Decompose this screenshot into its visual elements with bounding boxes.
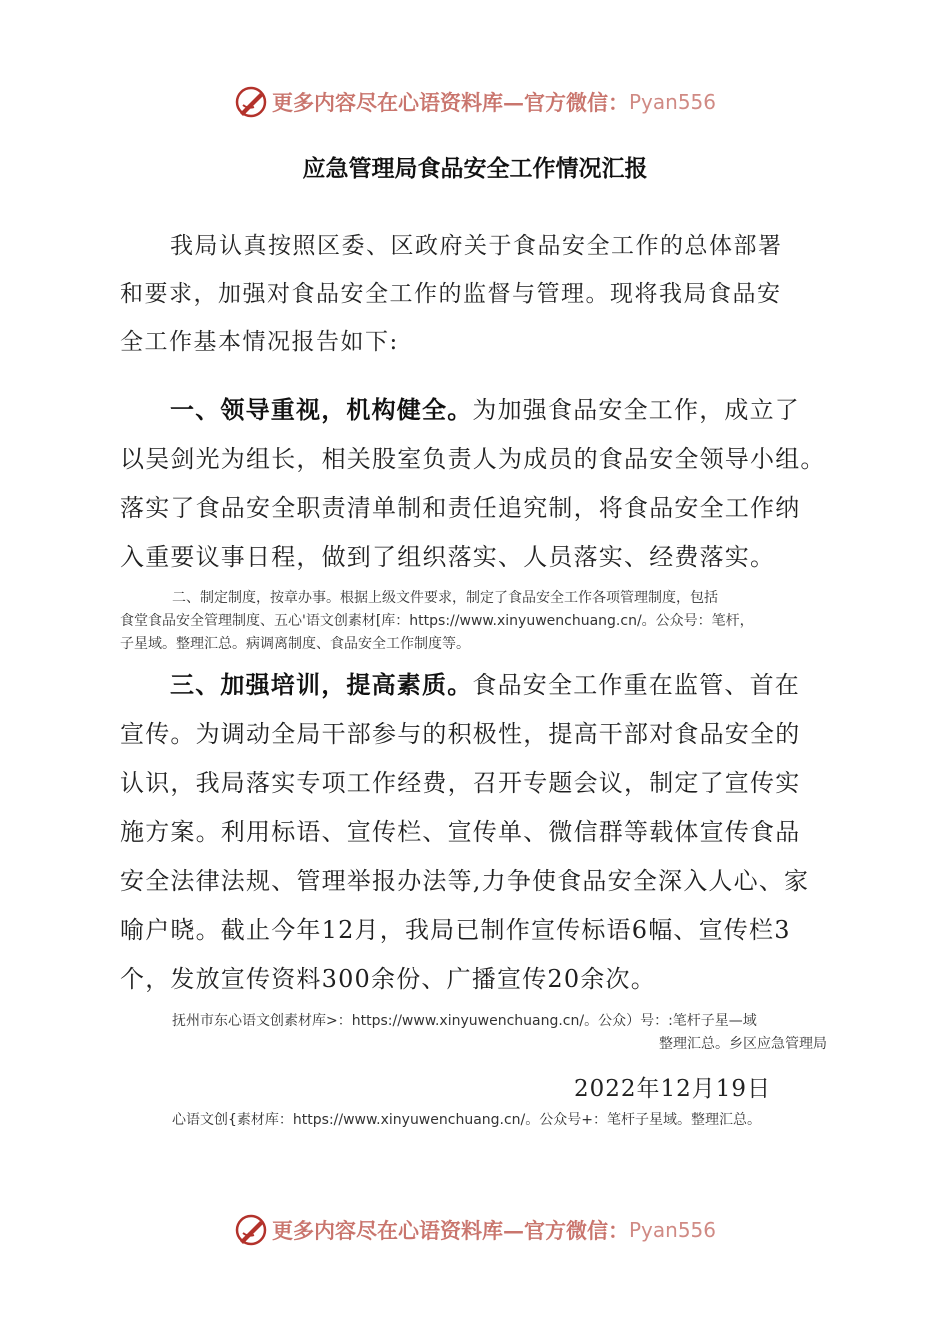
intro-line: 全工作基本情况报告如下: xyxy=(120,329,399,355)
section-3-paragraph xyxy=(120,661,835,1004)
section-3-line: 个，发放宣传资料300余份、广播宣传20余次。 xyxy=(120,965,656,993)
banner-wechat-id: Pyan556 xyxy=(628,1218,716,1242)
intro-paragraph xyxy=(120,222,820,366)
section-3-line: 安全法律法规、管理举报办法等,力争使食品安全深入人心、家 xyxy=(120,867,810,895)
intro-line: 我局认真按照区委、区政府关于食品安全工作的总体部署 xyxy=(170,233,783,259)
footer-note-line: 抚州市东心语文创素材库>：https://www.xinyuwenchuang.cn/。公众）号：:笔杆子星—域 xyxy=(172,1013,757,1029)
section-1-heading: 一、领导重视，机构健全。 xyxy=(170,396,473,424)
source-note: 心语文创{素材库：https://www.xinyuwenchuang.cn/。公众号+：笔杆子星域。整理汇总。 xyxy=(172,1112,761,1128)
footer-note-signature: 整理汇总。乡区应急管理局 xyxy=(659,1036,827,1052)
footer-note xyxy=(172,1010,827,1056)
section-3-line: 认识，我局落实专项工作经费，召开专题会议，制定了宣传实 xyxy=(120,769,801,797)
section-1-line: 以吴剑光为组长，相关股室负责人为成员的食品安全领导小组。 xyxy=(120,445,826,473)
section-2-paragraph xyxy=(120,587,835,656)
section-3-line: 施方案。利用标语、宣传栏、宣传单、微信群等载体宣传食品 xyxy=(120,818,801,846)
section-1-line: 入重要议事日程，做到了组织落实、人员落实、经费落实。 xyxy=(120,543,776,571)
section-3-first-line xyxy=(120,661,835,710)
banner-text: 更多内容尽在心语资料库—官方微信： xyxy=(271,90,629,115)
section-1-first-line xyxy=(120,386,835,435)
section-2-line: 子星域。整理汇总。病调离制度、食品安全工作制度等。 xyxy=(120,636,470,652)
section-3-line: 食品安全工作重在监管、首在 xyxy=(472,671,801,699)
section-3-line: 喻户晓。截止今年12月，我局已制作宣传标语6幅、宣传栏3 xyxy=(120,916,791,944)
document-title: 应急管理局食品安全工作情况汇报 xyxy=(302,156,648,182)
banner-text: 更多内容尽在心语资料库—官方微信： xyxy=(271,1218,629,1243)
header-banner xyxy=(0,80,950,124)
section-1-line: 为加强食品安全工作，成立了 xyxy=(472,396,801,424)
section-1-line: 落实了食品安全职责清单制和责任追究制，将食品安全工作纳 xyxy=(120,494,801,522)
footer-banner xyxy=(0,1208,950,1252)
section-2-line: 二、制定制度，按章办事。根据上级文件要求，制定了食品安全工作各项管理制度，包括 xyxy=(172,590,718,606)
banner-wechat-id: Pyan556 xyxy=(628,90,716,114)
intro-line: 和要求，加强对食品安全工作的监督与管理。现将我局食品安 xyxy=(120,281,782,307)
pen-logo-icon xyxy=(234,85,268,119)
section-2-line: 食堂食品安全管理制度、五心'语文创素材[库：https://www.xinyuwenchuang.cn/。公众号：笔杆， xyxy=(120,613,754,629)
section-1-paragraph xyxy=(120,386,835,582)
pen-logo-icon xyxy=(234,1213,268,1247)
section-3-heading: 三、加强培训，提高素质。 xyxy=(170,671,473,699)
document-date: 2022年12月19日 xyxy=(574,1076,772,1102)
section-3-line: 宣传。为调动全局干部参与的积极性，提高干部对食品安全的 xyxy=(120,720,801,748)
